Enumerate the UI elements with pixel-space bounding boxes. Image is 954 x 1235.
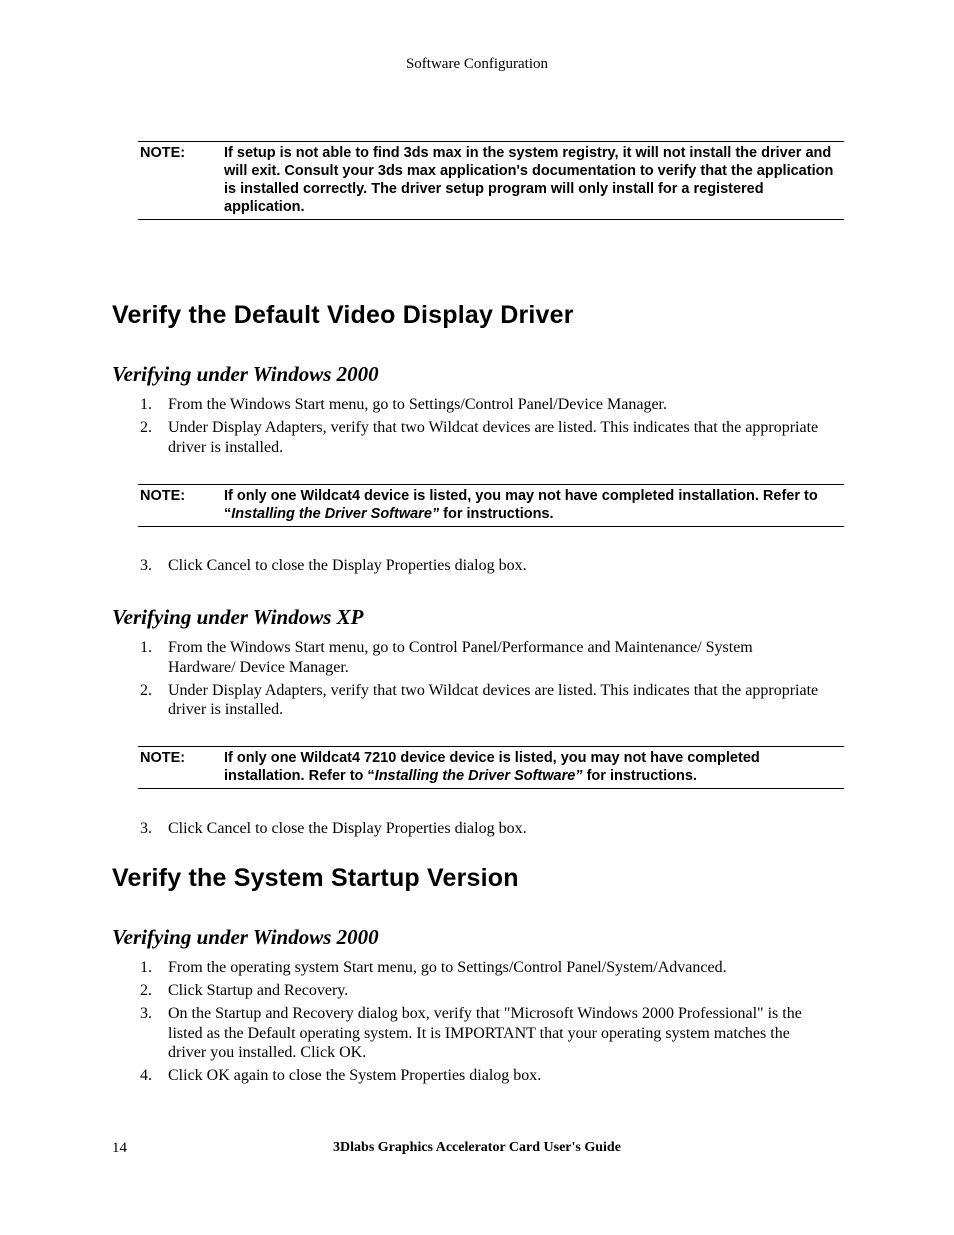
note-label: NOTE:	[140, 750, 186, 766]
list-item: 2. Under Display Adapters, verify that two Wildcat devices are listed. This indicates that the appropriate driver is installed.	[140, 419, 819, 456]
list-item: 1. From the operating system Start menu, go to Settings/Control Panel/System/Advanced.	[140, 959, 727, 976]
note-wildcat4-win2000	[138, 484, 844, 527]
note-label: NOTE:	[140, 488, 186, 504]
step3-display-win2000	[140, 556, 820, 579]
steps-list-display-winxp	[140, 638, 820, 723]
note-registry	[138, 141, 844, 220]
list-item: 3. On the Startup and Recovery dialog box, verify that "Microsoft Windows 2000 Professional" is the listed as the Default operating system. It is IMPORTANT that your operating system matches the driver you installed. Click OK.	[140, 1005, 802, 1061]
list-item: 3. Click Cancel to close the Display Properties dialog box.	[140, 557, 527, 574]
steps-list-display-win2000	[140, 395, 820, 461]
note-text: If only one Wildcat4 7210 device device is listed, you may not have completed installation. Refer to “Installing the Driver Software” for instructions.	[224, 750, 760, 784]
note-text: If only one Wildcat4 device is listed, you may not have completed installation. Refer to “Installing the Driver Software” for instructions.	[224, 488, 818, 522]
note-text: If setup is not able to find 3ds max in the system registry, it will not install the driver and will exit. Consult your 3ds max application's documentation to verify that the application is installed correctly. The driver setup program will only install for a registered application.	[224, 145, 834, 215]
list-item: 3. Click Cancel to close the Display Properties dialog box.	[140, 820, 527, 837]
note-wildcat4-winxp	[138, 746, 844, 789]
subsection-title-startup-win2000: Verifying under Windows 2000	[112, 925, 379, 949]
subsection-title-win2000: Verifying under Windows 2000	[112, 362, 379, 386]
footer-book-title: 3Dlabs Graphics Accelerator Card User's Guide	[333, 1140, 621, 1155]
list-item: 2. Under Display Adapters, verify that two Wildcat devices are listed. This indicates that the appropriate driver is installed.	[140, 681, 819, 718]
note-label: NOTE:	[140, 145, 186, 161]
subsection-title-winxp: Verifying under Windows XP	[112, 605, 364, 629]
section-title-display-driver: Verify the Default Video Display Driver	[112, 301, 574, 329]
list-item: 2. Click Startup and Recovery.	[140, 982, 349, 999]
page-number: 14	[112, 1140, 127, 1156]
section-title-startup-version: Verify the System Startup Version	[112, 864, 519, 892]
running-head: Software Configuration	[405, 56, 549, 72]
step3-display-winxp	[140, 819, 820, 842]
list-item: 1. From the Windows Start menu, go to Control Panel/Performance and Maintenance/ System Hardware/ Device Manager.	[140, 639, 753, 676]
list-item: 1. From the Windows Start menu, go to Settings/Control Panel/Device Manager.	[140, 396, 667, 413]
list-item: 4. Click OK again to close the System Properties dialog box.	[140, 1067, 542, 1084]
steps-list-startup-win2000	[140, 958, 820, 1089]
